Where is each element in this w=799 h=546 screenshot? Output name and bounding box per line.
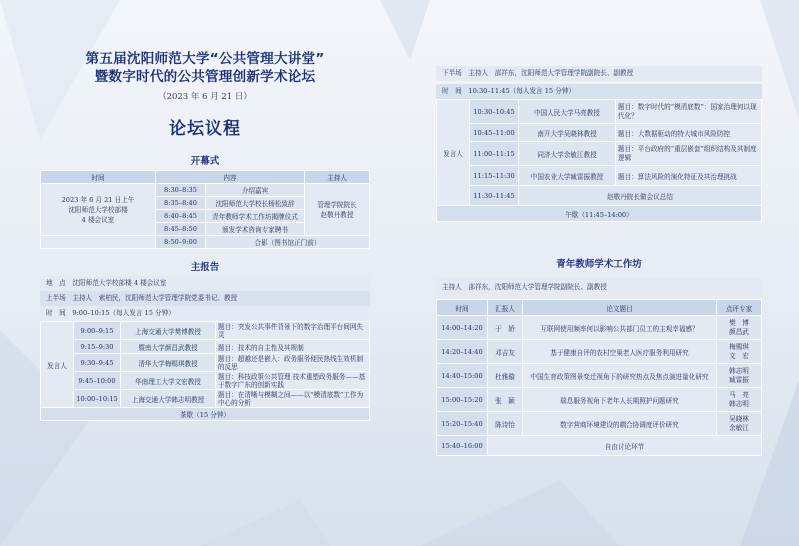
table-row: 题目：大数据驱动的特大城市风险防控 — [616, 124, 762, 142]
table-row: 上海交通大学韩志明教授 — [121, 390, 216, 408]
table-row: 吴晓林 余敏江 — [717, 412, 762, 436]
table-row: 15:20–15:40 — [437, 412, 488, 436]
table-row: 10:45–11:00 — [470, 124, 519, 142]
table-row: 8:40–8:45 — [156, 210, 206, 223]
table-row: 杜雅璇 — [488, 364, 523, 388]
table-row: 题目：平台政府的“重层嵌套”组织结构及其制度逻辑 — [616, 142, 762, 166]
table-row: 11:30–11:45 — [470, 186, 519, 206]
opening-col-time: 时间 — [41, 171, 156, 184]
workshop-heading: 青年教师学术工作坊 — [556, 259, 642, 270]
table-row: 9:30–9:45 — [74, 354, 121, 372]
table-row: 11:00–11:15 — [470, 142, 519, 166]
table-row: 题目：数字时代的“模清底数”：国家治理何以现代化？ — [616, 100, 762, 124]
workshop-host: 主持人 邵祥东，沈阳师范大学管理学院副院长、副教授 — [436, 278, 762, 296]
table-row: 邓吉友 — [488, 340, 523, 364]
table-row: 9:45–10:00 — [74, 372, 121, 390]
forum-title-line2: 暨数字时代的公共管理创新学术论坛 — [94, 69, 316, 85]
agenda-heading: 论坛议程 — [169, 119, 241, 139]
table-row: 于 娇 — [488, 316, 523, 340]
opening-col-content: 内容 — [156, 171, 305, 184]
left-page — [40, 50, 370, 421]
table-row: 暨南大学颜昌武教授 — [121, 340, 216, 354]
table-row: 题目：科技政策公共管理 技术重塑政务服务——基于数字广东的创新实践 — [216, 372, 370, 390]
table-row: 中国生育政策图景变迁视角下的研究热点及焦点演进量化研究 — [523, 364, 717, 388]
table-row: 自由讨论环节 — [488, 436, 762, 456]
table-row: 8:35–8:40 — [156, 197, 206, 210]
table-row: 数字营商环境建设的耦合协调度评价研究 — [523, 412, 717, 436]
workshop-col-critic: 点评专家 — [717, 300, 762, 316]
table-row: 中国农业大学臧雷振教授 — [519, 166, 616, 186]
table-row: 15:00–15:20 — [437, 388, 488, 412]
keynote-heading: 主报告 — [190, 262, 220, 273]
table-row: 题目：算法风险的演化特征及其治理挑战 — [616, 166, 762, 186]
afternoon-table — [436, 99, 762, 222]
second-half-host: 下半场 主持人 邵祥东，沈阳师范大学管理学院副院长、副教授 — [436, 66, 762, 81]
break-row: 茶歇（15 分钟） — [41, 408, 370, 421]
table-row: 马 亮 韩志明 — [717, 388, 762, 412]
table-row: 9:15–9:30 — [74, 340, 121, 354]
table-row: 同济大学余敏江教授 — [519, 142, 616, 166]
forum-date: （2023 年 6 月 21 日） — [158, 92, 252, 102]
workshop-table — [436, 299, 762, 456]
table-row: 颁发学术咨询专家聘书 — [206, 223, 305, 236]
table-row: 梅赐琪 文 宏 — [717, 340, 762, 364]
keynote-place: 地 点 沈阳师范大学校部楼 4 楼会议室 — [40, 276, 370, 291]
table-row: 14:40–15:00 — [437, 364, 488, 388]
table-row: 赵敬丹院长做会议总结 — [519, 186, 762, 206]
opening-table — [40, 170, 370, 249]
workshop-col-title: 论文题目 — [523, 300, 717, 316]
table-row: 樊 博 颜昌武 — [717, 316, 762, 340]
table-row: 题目：技术的自主性及其规制 — [216, 340, 370, 354]
table-row: 韩志明 臧雷振 — [717, 364, 762, 388]
table-row: 15:40–16:00 — [437, 436, 488, 456]
table-row: 10:30–10:45 — [470, 100, 519, 124]
table-row: 瑞息服务视角下老年人长期照护问题研究 — [523, 388, 717, 412]
table-row: 华南理工大学文宏教授 — [121, 372, 216, 390]
table-row: 题目：超越还是嵌入：政务服务便民热线生效机制的反思 — [216, 354, 370, 372]
table-row: 清华大学梅赐琪教授 — [121, 354, 216, 372]
table-row: 8:50–9:00 — [156, 236, 206, 249]
empty-cell — [41, 236, 156, 249]
forum-title-line1: 第五届沈阳师范大学“公共管理大讲堂” — [85, 51, 325, 67]
speaker-label: 发言人 — [41, 322, 74, 408]
opening-heading: 开幕式 — [190, 156, 220, 167]
table-row: 张 颖 — [488, 388, 523, 412]
opening-col-host: 主持人 — [305, 171, 370, 184]
right-page — [436, 66, 762, 456]
table-row: 中国人民大学马亮教授 — [519, 100, 616, 124]
table-row: 题目：突发公共事件背景下的数字治理平台间网失灵 — [216, 322, 370, 340]
speaker-label: 发言人 — [437, 100, 470, 206]
second-half-time: 时 间 10:30–11:45（每人发言 15 分钟） — [436, 84, 762, 99]
table-row: 题目：在清晰与模糊之间——以“模清底数”工作为中心的分析 — [216, 390, 370, 408]
keynote-first-half: 上半场 主持人 索柏民，沈阳师范大学管理学院党委书记、教授 — [40, 291, 370, 306]
table-row: 基于健康自评的农村空巢老人医疗服务利用研究 — [523, 340, 717, 364]
workshop-col-time: 时间 — [437, 300, 488, 316]
table-row: 合影（图书馆正门前） — [206, 236, 370, 249]
table-row: 10:00–10:15 — [74, 390, 121, 408]
table-row: 沈阳师范大学校长杨松致辞 — [206, 197, 305, 210]
table-row: 介绍嘉宾 — [206, 184, 305, 197]
table-row: 14:00–14:20 — [437, 316, 488, 340]
keynote-table — [40, 321, 370, 421]
table-row: 上海交通大学樊博教授 — [121, 322, 216, 340]
table-row: 8:30–8:35 — [156, 184, 206, 197]
table-row: 陈诗怡 — [488, 412, 523, 436]
opening-host: 管理学院院长 赵敬丹教授 — [305, 184, 370, 236]
lunch-row: 午歇（11:45–14:00） — [437, 206, 762, 222]
table-row: 南开大学吴晓林教授 — [519, 124, 616, 142]
table-row: 互联网使用频率何以影响公共部门员工的主观幸福感？ — [523, 316, 717, 340]
workshop-col-presenter: 汇报人 — [488, 300, 523, 316]
table-row: 8:45–8:50 — [156, 223, 206, 236]
opening-place: 2023 年 6 月 21 日上午 沈阳师范大学校部楼 4 楼会议室 — [41, 184, 156, 236]
table-row: 11:15–11:30 — [470, 166, 519, 186]
table-row: 9:00–9:15 — [74, 322, 121, 340]
keynote-time: 时 间 9:00–10:15（每人发言 15 分钟） — [40, 306, 370, 321]
table-row: 14:20–14:40 — [437, 340, 488, 364]
table-row: 青年教师学术工作坊揭牌仪式 — [206, 210, 305, 223]
